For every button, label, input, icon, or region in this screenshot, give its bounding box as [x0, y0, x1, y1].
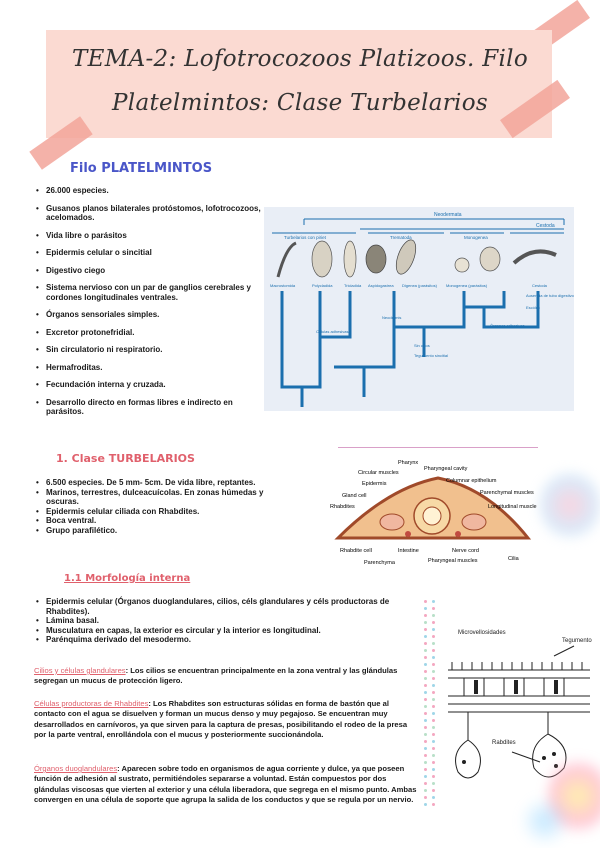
separator-dot: [424, 663, 427, 666]
phylo-note: Escólex: [526, 305, 541, 310]
separator-dot: [432, 754, 435, 757]
separator-dot: [424, 733, 427, 736]
separator-dot: [424, 796, 427, 799]
diagram-label: Pharynx: [398, 460, 419, 466]
diagram-label: Rhabdite cell: [340, 548, 372, 554]
phylo-label: Trematoda: [390, 235, 412, 240]
section-heading-morfologia: [64, 573, 190, 584]
separator-dot: [432, 614, 435, 617]
phylo-taxon: Tricladida: [344, 283, 362, 288]
phylo-label: Monogenea: [464, 235, 488, 240]
separator-dot: [432, 775, 435, 778]
phylo-taxon: Polycladida: [312, 283, 333, 288]
separator-dot: [432, 740, 435, 743]
list-item: • Parénquima derivado del mesodermo.: [46, 635, 414, 645]
separator-dot: [424, 754, 427, 757]
separator-dot: [424, 803, 427, 806]
dotted-separator: [424, 600, 427, 810]
separator-dot: [432, 607, 435, 610]
phylo-label: Cestoda: [536, 223, 555, 229]
phylo-taxon: Digenea (parásitos): [402, 283, 437, 288]
separator-dot: [424, 782, 427, 785]
separator-dot: [424, 768, 427, 771]
list-item: • Sin circulatorio ni respiratorio.: [46, 345, 262, 355]
separator-dot: [424, 607, 427, 610]
separator-dot: [432, 677, 435, 680]
separator-dot: [432, 628, 435, 631]
phylo-node: Neodermis: [382, 315, 402, 320]
phylo-node: Órganos adhesivos: [490, 323, 525, 328]
dotted-separator: [432, 600, 435, 810]
separator-dot: [432, 733, 435, 736]
diagram-label: Nerve cord: [452, 548, 479, 554]
page-title-line1: TEMA-2: Lofotrocozoos Platizoos. Filo: [72, 46, 528, 72]
separator-dot: [432, 782, 435, 785]
list-item: • Órganos sensoriales simples.: [46, 310, 262, 320]
separator-dot: [432, 796, 435, 799]
separator-dot: [424, 698, 427, 701]
list-item: • Desarrollo directo en formas libres e indirecto en parásitos.: [46, 398, 262, 417]
section-heading-text: 1.1 Morfología interna: [64, 573, 191, 584]
separator-dot: [432, 698, 435, 701]
list-item: • Vida libre o parásitos: [46, 231, 262, 241]
keyword: Órganos duoglandulares: [34, 764, 118, 773]
paragraph-text: : Los Rhabdites son estructuras sólidas en forma de bastón que al contacto con el agua se disuelven y forman un mucus denso y muy pegajoso. Se encuentran muy desarrollados en carnívoros, ya que sirven para la captura de presas, posibilitando el rodeo de la presa por la parte ventral, enrollándola con el mucus y posteriormente succionándola.: [34, 699, 408, 739]
separator-dot: [424, 677, 427, 680]
phylogeny-diagram: [264, 207, 574, 411]
diagram-label: Pharyngeal muscles: [428, 558, 478, 564]
list-item: • Boca ventral.: [46, 516, 294, 526]
separator-dot: [424, 726, 427, 729]
separator-dot: [432, 684, 435, 687]
separator-dot: [424, 740, 427, 743]
list-item: • Hermafroditas.: [46, 363, 262, 373]
list-item: • Sistema nervioso con un par de ganglios cerebrales y cordones longitudinales ventrales.: [46, 283, 262, 302]
phylo-node: Tegumento sincitial: [414, 353, 449, 358]
phylo-label: Turbelarios con piriet: [284, 235, 326, 240]
separator-dot: [424, 621, 427, 624]
diagram-label: Intestine: [398, 548, 419, 554]
paragraph-duoglandulares: [34, 764, 418, 805]
phylo-node: Sin cilios: [414, 343, 430, 348]
separator-dot: [432, 761, 435, 764]
separator-dot: [424, 719, 427, 722]
diagram-label: Parenchyma: [364, 560, 395, 566]
separator-dot: [432, 642, 435, 645]
separator-dot: [432, 719, 435, 722]
section3-list: [34, 597, 414, 645]
separator-dot: [424, 642, 427, 645]
list-item: • Marinos, terrestres, dulceacuícolas. En zonas húmedas y oscuras.: [46, 488, 294, 507]
separator-dot: [432, 635, 435, 638]
paragraph-rhabdites: [34, 699, 418, 740]
diagram-label: Longitudinal muscle: [488, 504, 537, 510]
separator-dot: [432, 705, 435, 708]
divider: [338, 447, 538, 448]
phylo-node: Células adhesivas: [316, 329, 349, 334]
sketch-label: Microvellosidades: [458, 630, 506, 636]
paint-splash: [540, 470, 600, 540]
separator-dot: [432, 663, 435, 666]
separator-dot: [424, 656, 427, 659]
list-item: • 26.000 especies.: [46, 186, 262, 196]
paragraph-text: : Los cilios se encuentran principalmente en la zona ventral y las glándulas segregan un mucus de protección ligero.: [34, 666, 398, 686]
diagram-label: Cilia: [508, 556, 519, 562]
paragraph-text: : Aparecen sobre todo en organismos de agua corriente y dulce, ya que poseen función de adhesión al sustrato, permitiéndoles separarse a voluntad. Están compuestos por dos glándulas viscosas que vierten al exterior y una célula liberadora, que segrega en el mismo punto. Ambas convergen en una célula de soporte que agrupa la salida de los conductos y que se regula por un nervio.: [34, 764, 417, 804]
section1-list: [34, 186, 262, 425]
separator-dot: [424, 705, 427, 708]
phylo-label: Neodermata: [434, 212, 462, 218]
diagram-label: Circular muscles: [358, 470, 399, 476]
separator-dot: [432, 768, 435, 771]
diagram-label: Pharyngeal cavity: [424, 466, 468, 472]
list-item: • Lámina basal.: [46, 616, 414, 626]
list-item: • Gusanos planos bilaterales protóstomos, lofotrocozoos, acelomados.: [46, 204, 262, 223]
diagram-label: Epidermis: [362, 481, 387, 487]
list-item: • Epidermis celular (Órganos duoglandulares, cilios, céls glandulares y céls productoras de Rhabdites).: [46, 597, 414, 616]
diagram-label: Columnar epithelium: [446, 478, 497, 484]
section2-list: [34, 478, 294, 535]
list-item: • Epidermis celular ciliada con Rhabdites.: [46, 507, 294, 517]
diagram-label: Gland cell: [342, 493, 367, 499]
list-item: • 6.500 especies. De 5 mm- 5cm. De vida libre, reptantes.: [46, 478, 294, 488]
phylo-taxon: Macrostomida: [270, 283, 296, 288]
page-title-line2: Platelmintos: Clase Turbelarios: [112, 90, 488, 116]
separator-dot: [432, 691, 435, 694]
phylo-note: Ausencia de tubo digestivo: [526, 293, 574, 298]
phylo-taxon: Monogenea (parásitos): [446, 283, 488, 288]
list-item: • Musculatura en capas, la exterior es circular y la interior es longitudinal.: [46, 626, 414, 636]
keyword: Cilios y células glandulares: [34, 666, 126, 675]
list-item: • Digestivo ciego: [46, 266, 262, 276]
separator-dot: [424, 684, 427, 687]
section-heading-clase: 1. Clase TURBELARIOS: [56, 452, 195, 465]
separator-dot: [432, 649, 435, 652]
separator-dot: [432, 789, 435, 792]
separator-dot: [432, 656, 435, 659]
paragraph-cilios: [34, 666, 418, 687]
list-item: • Grupo parafilético.: [46, 526, 294, 536]
phylo-taxon: Cestoda: [532, 283, 547, 288]
separator-dot: [432, 621, 435, 624]
separator-dot: [424, 691, 427, 694]
separator-dot: [432, 600, 435, 603]
separator-dot: [424, 628, 427, 631]
separator-dot: [432, 726, 435, 729]
paint-splash: [520, 796, 570, 846]
list-item: • Epidermis celular o sincitial: [46, 248, 262, 258]
separator-dot: [424, 670, 427, 673]
cross-section-diagram: [328, 458, 542, 570]
list-item: • Fecundación interna y cruzada.: [46, 380, 262, 390]
separator-dot: [424, 789, 427, 792]
keyword: Células productoras de Rhabdites: [34, 699, 149, 708]
phylo-taxon: Aspidogastrea: [368, 283, 394, 288]
sketch-label: Rabdites: [492, 740, 516, 746]
separator-dot: [424, 600, 427, 603]
diagram-label: Parenchymal muscles: [480, 490, 534, 496]
separator-dot: [432, 803, 435, 806]
separator-dot: [432, 670, 435, 673]
separator-dot: [424, 761, 427, 764]
separator-dot: [424, 747, 427, 750]
separator-dot: [424, 775, 427, 778]
phylogeny-svg: [264, 207, 574, 411]
list-item: • Excretor protonefridial.: [46, 328, 262, 338]
separator-dot: [432, 747, 435, 750]
diagram-label: Rhabdites: [330, 504, 355, 510]
separator-dot: [424, 712, 427, 715]
cross-section-svg: [328, 458, 542, 570]
separator-dot: [432, 712, 435, 715]
section-heading-filo: Filo PLATELMINTOS: [70, 161, 213, 176]
separator-dot: [424, 635, 427, 638]
sketch-label: Tegumento: [562, 638, 592, 644]
separator-dot: [424, 614, 427, 617]
separator-dot: [424, 649, 427, 652]
